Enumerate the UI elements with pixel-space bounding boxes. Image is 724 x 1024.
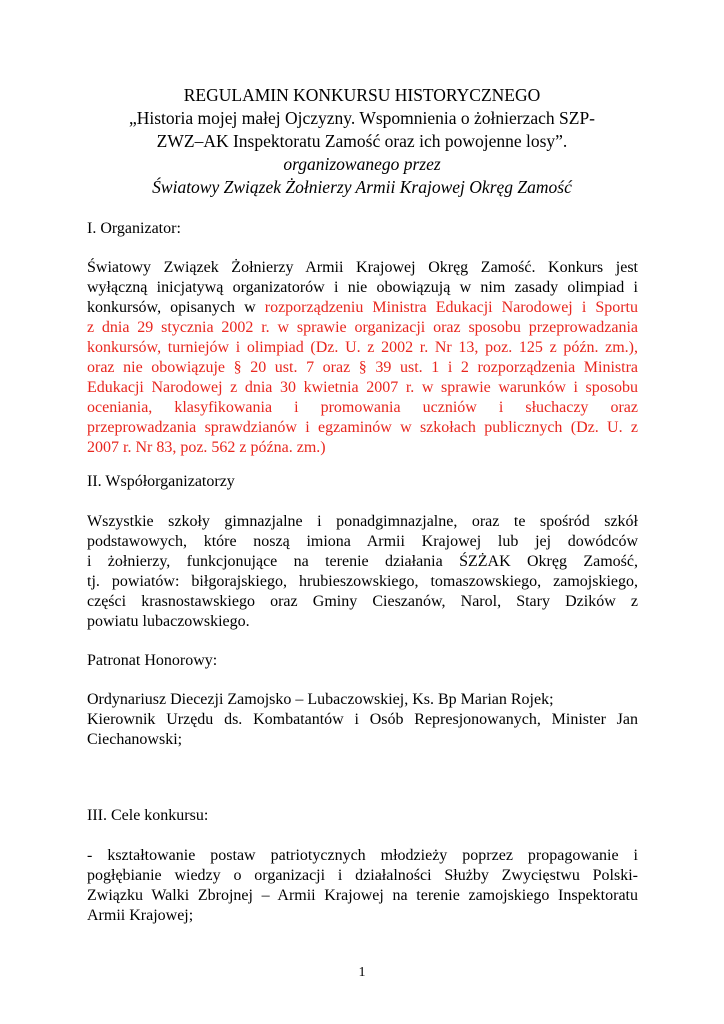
paragraph-line: Kierownik Urzędu ds. Kombatantów i Osób Represjonowanych, Minister Jan [87,711,638,728]
title-line-5: Światowy Związek Żołnierzy Armii Krajowej Okręg Zamość [152,177,572,197]
document-title [80,84,644,199]
paragraph-line: oceniania, klasyfikowania i promowania uczniów i słuchaczy oraz [87,399,638,416]
paragraph-line: oraz nie obowiązuje § 20 ust. 7 oraz § 39 ust. 1 i 2 rozporządzenia Ministra [87,359,638,376]
paragraph-line: pogłębianie wiedzy o organizacji i działalności Służby Zwycięstwu Polski- [87,867,638,884]
section-3-heading: III. Cele konkursu: [87,807,209,824]
section-2-paragraph [87,512,638,632]
paragraph-line: przeprowadzania sprawdzianów i egzaminów w szkołach publicznych (Dz. U. z [87,419,638,436]
section-2-heading: II. Współorganizatorzy [87,473,235,490]
paragraph-line: 2007 r. Nr 83, poz. 562 z późna. zm.) [87,439,326,456]
paragraph-line: Armii Krajowej; [87,907,194,924]
patronat-paragraph [87,690,638,750]
paragraph-line: z dnia 29 stycznia 2002 r. w sprawie organizacji oraz sposobu przeprowadzania [87,319,638,336]
paragraph-line: i żołnierzy, funkcjonujące na terenie działania ŚZŻAK Okręg Zamość, [87,553,638,570]
paragraph-line: tj. powiatów: biłgorajskiego, hrubieszowskiego, tomaszowskiego, zamojskiego, [87,573,638,590]
paragraph-line: konkursów, opisanych w rozporządzeniu Ministra Edukacji Narodowej i Sportu [87,299,639,316]
paragraph-line: Edukacji Narodowej z dnia 30 kwietnia 2007 r. w sprawie warunków i sposobu [87,379,638,396]
paragraph-line: Ciechanowski; [87,731,183,748]
paragraph-line: wyłączną inicjatywą organizatorów i nie obowiązują w nim zasady olimpiad i [87,279,638,296]
section-3-paragraph [87,846,638,926]
title-line-3: ZWZ–AK Inspektoratu Zamość oraz ich powojenne losy”. [156,131,568,151]
section-1-heading: I. Organizator: [87,220,181,237]
title-line-2: „Historia mojej małej Ojczyzny. Wspomnienia o żołnierzach SZP- [128,108,596,128]
paragraph-line: podstawowych, które noszą imiona Armii Krajowej lub jej dowódców [87,533,638,550]
paragraph-line: Światowy Związek Żołnierzy Armii Krajowej Okręg Zamość. Konkurs jest [87,259,638,276]
title-line-1: REGULAMIN KONKURSU HISTORYCZNEGO [183,85,541,105]
paragraph-line: powiatu lubaczowskiego. [87,613,250,630]
patronat-heading: Patronat Honorowy: [87,652,218,669]
paragraph-line: części krasnostawskiego oraz Gminy Cieszanów, Narol, Stary Dzików z [87,593,638,610]
paragraph-line: - kształtowanie postaw patriotycznych młodzieży poprzez propagowanie i [87,847,638,864]
title-line-4: organizowanego przez [283,154,441,174]
paragraph-line: Związku Walki Zbrojnej – Armii Krajowej na terenie zamojskiego Inspektoratu [87,887,638,904]
paragraph-line: konkursów, turniejów i olimpiad (Dz. U. z 2002 r. Nr 13, poz. 125 z późn. zm.), [87,339,638,356]
paragraph-line: Ordynariusz Diecezji Zamojsko – Lubaczowskiej, Ks. Bp Marian Rojek; [87,691,554,708]
paragraph-line: Wszystkie szkoły gimnazjalne i ponadgimnazjalne, oraz te spośród szkół [87,513,638,530]
section-1-paragraph [87,258,638,458]
page-number: 1 [358,965,366,980]
